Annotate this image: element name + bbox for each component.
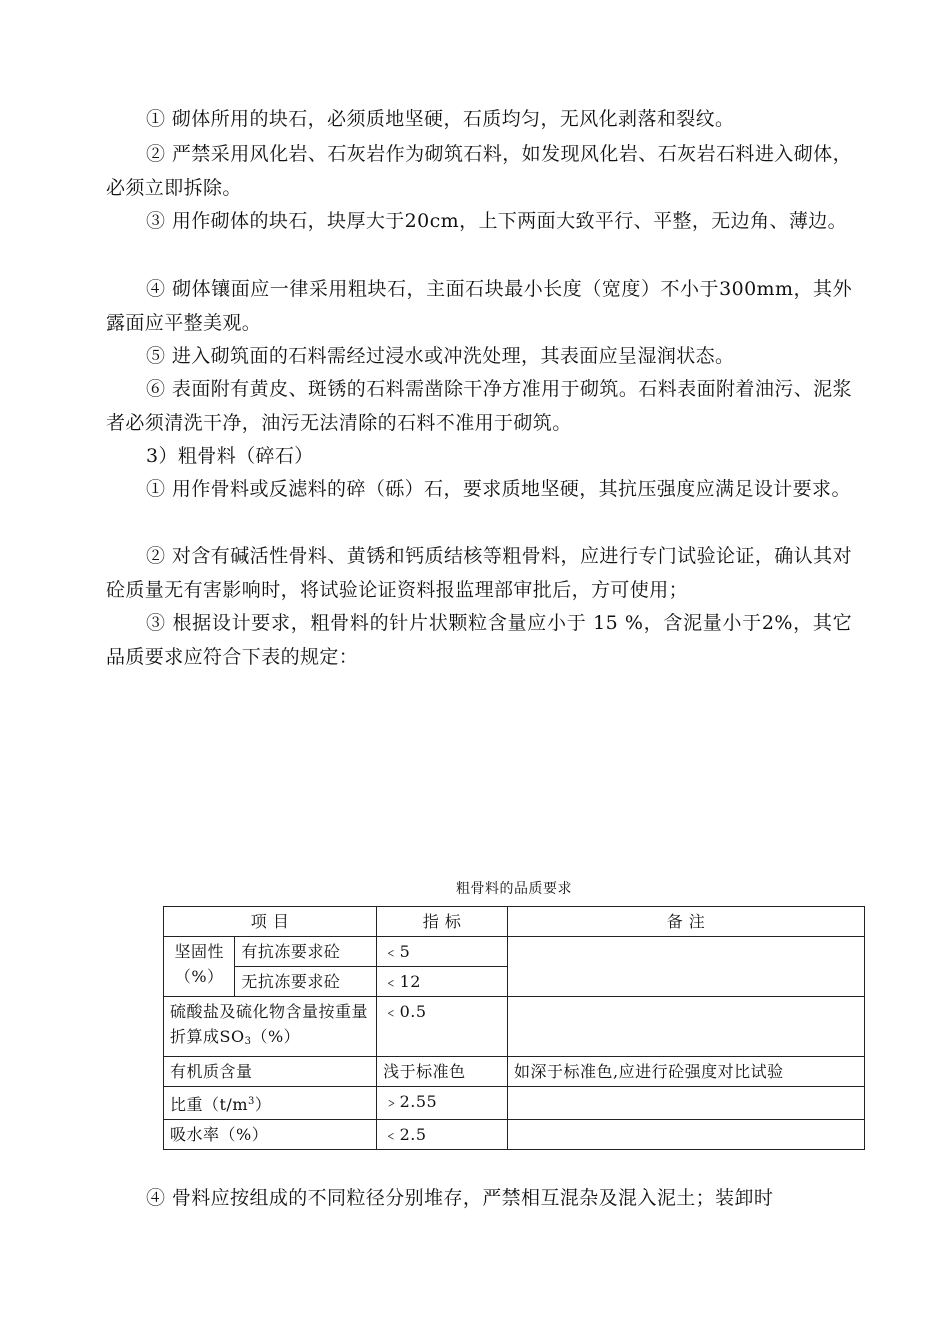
table-row bbox=[164, 1087, 865, 1120]
sulfate-label-text: 硫酸盐及硫化物含量按重量折算成SO bbox=[170, 1002, 369, 1046]
solidity-label: 坚固性（%） bbox=[164, 937, 235, 997]
sulfate-label bbox=[164, 997, 377, 1057]
table-row bbox=[164, 1120, 865, 1150]
density-value: ﹥2.55 bbox=[377, 1087, 508, 1120]
paragraph-facing-stone: ④ 砌体镶面应一律采用粗块石，主面石块最小长度（宽度）不小于300mm，其外露面应平整美观。 bbox=[106, 278, 852, 334]
sulfate-value: ﹤0.5 bbox=[377, 997, 508, 1057]
table-caption: 粗骨料的品质要求 bbox=[456, 881, 572, 897]
paragraph-block-thickness: ③ 用作砌体的块石，块厚大于20cm，上下两面大致平行、平整，无边角、薄边。 bbox=[146, 210, 848, 232]
paragraph-no-weathered-rock: ② 严禁采用风化岩、石灰岩作为砌筑石料，如发现风化岩、石灰岩石料进入砌体，必须立即拆除。 bbox=[106, 143, 852, 199]
sulfate-note bbox=[507, 997, 864, 1057]
table-row bbox=[164, 997, 865, 1057]
header-item: 项 目 bbox=[164, 907, 377, 937]
paragraph-surface-cleaning: ⑥ 表面附有黄皮、斑锈的石料需凿除干净方准用于砌筑。石料表面附着油污、泥浆者必须清洗干净，油污无法清除的石料不准用于砌筑。 bbox=[106, 378, 852, 434]
table-row bbox=[164, 937, 865, 967]
header-note: 备 注 bbox=[507, 907, 864, 937]
paragraph-wetting: ⑤ 进入砌筑面的石料需经过浸水或冲洗处理，其表面应呈湿润状态。 bbox=[146, 345, 735, 367]
frost-not-required-value: ﹤12 bbox=[377, 967, 508, 997]
paragraph-stockpile: ④ 骨料应按组成的不同粒径分别堆存，严禁相互混杂及混入泥土；装卸时 bbox=[146, 1187, 774, 1209]
organic-value: 浅于标准色 bbox=[377, 1057, 508, 1087]
sulfate-subscript: 3 bbox=[244, 1036, 252, 1047]
density-label-close: ） bbox=[254, 1095, 272, 1114]
organic-note: 如深于标准色,应进行砼强度对比试验 bbox=[507, 1057, 864, 1087]
absorption-label: 吸水率（%） bbox=[164, 1120, 377, 1150]
paragraph-flaky-content: ③ 根据设计要求，粗骨料的针片状颗粒含量应小于 15 %，含泥量小于2%，其它品质要求应符合下表的规定： bbox=[106, 612, 852, 668]
section-heading-coarse-aggregate: 3）粗骨料（碎石） bbox=[146, 445, 314, 467]
frost-not-required-label: 无抗冻要求砼 bbox=[235, 967, 377, 997]
density-label-text: 比重（t/m bbox=[170, 1095, 248, 1114]
density-label bbox=[164, 1087, 377, 1120]
aggregate-quality-table bbox=[163, 906, 865, 1150]
absorption-value: ﹤2.5 bbox=[377, 1120, 508, 1150]
frost-required-value: ﹤5 bbox=[377, 937, 508, 967]
frost-required-label: 有抗冻要求砼 bbox=[235, 937, 377, 967]
paragraph-aggregate-strength: ① 用作骨料或反滤料的碎（砾）石，要求质地坚硬，其抗压强度应满足设计要求。 bbox=[146, 478, 851, 500]
header-index: 指 标 bbox=[377, 907, 508, 937]
density-superscript: 3 bbox=[248, 1096, 255, 1107]
paragraph-alkali-reactive: ② 对含有碱活性骨料、黄锈和钙质结核等粗骨料，应进行专门试验论证，确认其对砼质量无有害影响时，将试验论证资料报监理部审批后，方可使用； bbox=[106, 545, 852, 601]
solidity-note bbox=[507, 937, 864, 997]
density-note bbox=[507, 1087, 864, 1120]
table-row bbox=[164, 1057, 865, 1087]
table-header-row bbox=[164, 907, 865, 937]
sulfate-label-unit: （%） bbox=[251, 1027, 301, 1046]
organic-label: 有机质含量 bbox=[164, 1057, 377, 1087]
paragraph-block-stone-hardness: ① 砌体所用的块石，必须质地坚硬，石质均匀，无风化剥落和裂纹。 bbox=[146, 108, 735, 130]
absorption-note bbox=[507, 1120, 864, 1150]
